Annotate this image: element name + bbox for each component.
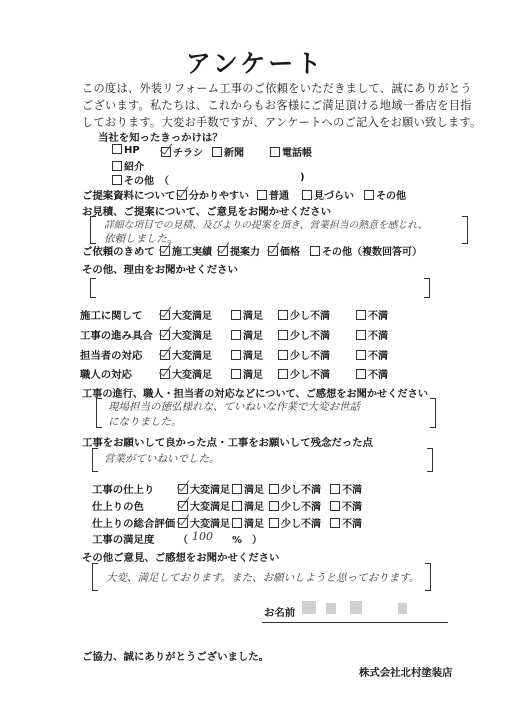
answer-bracket-left <box>96 398 102 428</box>
q1-opt-other[interactable]: その他 （ <box>112 172 169 187</box>
checkbox-icon <box>231 350 241 360</box>
row-overall-satisfied[interactable]: 満足 <box>232 515 264 530</box>
checked-checkbox-icon <box>178 518 188 528</box>
q6-label: 工事の進行、職人・担当者の対応などについて、ご感想をお聞かせください <box>82 389 428 400</box>
checkbox-icon <box>112 175 122 185</box>
row-staff-very-satisfied[interactable]: 大変満足 <box>160 347 212 362</box>
row-construction-slightly-dissatisfied[interactable]: 少し不満 <box>278 307 330 322</box>
row-craftsman-slightly-dissatisfied[interactable]: 少し不満 <box>278 366 330 381</box>
row-color-slightly-dissatisfied[interactable]: 少し不満 <box>269 498 321 513</box>
checked-checkbox-icon <box>178 501 188 511</box>
row-overall-very-satisfied[interactable]: 大変満足 <box>178 515 230 530</box>
row-progress-satisfied[interactable]: 満足 <box>231 327 263 342</box>
row-finish-dissatisfied[interactable]: 不満 <box>330 481 362 496</box>
checkbox-icon <box>232 518 242 528</box>
row-finish-very-satisfied[interactable]: 大変満足 <box>178 481 230 496</box>
answer-bracket-right <box>430 398 436 428</box>
checkbox-icon <box>212 147 222 157</box>
redacted-name-block <box>350 601 362 614</box>
checkbox-icon <box>112 161 122 171</box>
q2-opt-normal[interactable]: 普通 <box>257 187 289 202</box>
checkbox-icon <box>364 190 374 200</box>
q1-opt-phonebook[interactable]: 電話帳 <box>270 144 312 159</box>
row-construction-very-satisfied[interactable]: 大変満足 <box>160 307 212 322</box>
row-overall-label: 仕上りの総合評価 <box>92 518 176 530</box>
q4-opt-other[interactable]: その他（複数回答可） <box>310 243 422 258</box>
q3-label: お見積、ご提案について、ご意見をお聞かせください <box>82 206 331 218</box>
answer-bracket-left <box>90 278 96 298</box>
q1-opt-flyer[interactable]: チラシ <box>161 144 203 159</box>
q1-opt-referral[interactable]: 紹介 <box>112 158 144 173</box>
checkbox-icon <box>232 484 242 494</box>
checkbox-icon <box>356 310 366 320</box>
checked-checkbox-icon <box>178 484 188 494</box>
intro-line-2: ございます。私たちは、これからもお客様にご満足頂ける地域一番店を目指 <box>82 99 472 112</box>
checkbox-icon <box>278 369 288 379</box>
q4-opt-proposal[interactable]: 提案力 <box>218 243 260 258</box>
q5-label: その他、理由をお聞かせください <box>82 264 238 276</box>
checkbox-icon <box>278 350 288 360</box>
row-overall-dissatisfied[interactable]: 不満 <box>330 515 362 530</box>
closing-message: ご協力、誠にありがとうございました。 <box>82 651 270 663</box>
row-craftsman-label: 職人の対応 <box>80 369 132 381</box>
checkbox-icon <box>302 190 312 200</box>
company-name: 株式会社北村塗装店 <box>359 667 453 679</box>
checkbox-icon <box>269 484 279 494</box>
q1-opt-hp[interactable]: HP <box>112 144 140 156</box>
q6-answer-line-1: 現場担当の徳弘様れな、ていねいな作業で大変お世話 <box>108 401 360 413</box>
checkbox-icon <box>231 369 241 379</box>
checkbox-icon <box>269 518 279 528</box>
checked-checkbox-icon <box>160 330 170 340</box>
row-craftsman-dissatisfied[interactable]: 不満 <box>356 366 388 381</box>
row-color-very-satisfied[interactable]: 大変満足 <box>178 498 230 513</box>
row-finish-satisfied[interactable]: 満足 <box>232 481 264 496</box>
row-staff-label: 担当者の対応 <box>80 350 143 362</box>
checked-checkbox-icon <box>160 310 170 320</box>
name-underline <box>262 622 448 623</box>
intro-line-1: この度は、外装リフォーム工事のご依頼をいただきまして、誠にありがとう <box>82 82 472 95</box>
checkbox-icon <box>257 190 267 200</box>
q1-opt-newspaper[interactable]: 新聞 <box>212 144 244 159</box>
row-overall-slightly-dissatisfied[interactable]: 少し不満 <box>269 515 321 530</box>
checkbox-icon <box>356 350 366 360</box>
answer-bracket-right <box>427 448 433 472</box>
q4-label: ご依頼のきめて <box>82 246 155 258</box>
q8-paren-open: （ <box>178 535 188 546</box>
checkbox-icon <box>112 144 122 154</box>
checkbox-icon <box>278 330 288 340</box>
q2-opt-other[interactable]: その他 <box>364 187 406 202</box>
q9-label: その他ご意見、ご感想をお聞かせください <box>82 552 280 564</box>
q6-answer-line-2: になりました。 <box>108 416 182 428</box>
checkbox-icon <box>356 369 366 379</box>
q3-answer-line-1: 詳細な項目での見積、及びよりの提案を頂き、営業担当の熱意を感じれ、 <box>104 220 428 231</box>
checkbox-icon <box>269 501 279 511</box>
q2-opt-clear[interactable]: 分かりやすい <box>177 187 249 202</box>
q1-other-close: ) <box>300 172 305 183</box>
row-staff-slightly-dissatisfied[interactable]: 少し不満 <box>278 347 330 362</box>
checked-checkbox-icon <box>161 147 171 157</box>
q1-label: 当社を知ったきっかけは？ <box>98 132 223 144</box>
checkbox-icon <box>232 501 242 511</box>
row-progress-very-satisfied[interactable]: 大変満足 <box>160 327 212 342</box>
checkbox-icon <box>278 310 288 320</box>
redacted-name-block <box>326 603 336 614</box>
q7-answer: 営業がていねいでした。 <box>104 453 220 465</box>
row-finish-label: 工事の仕上り <box>92 484 155 496</box>
checked-checkbox-icon <box>218 246 228 256</box>
answer-bracket-left <box>92 563 98 591</box>
checkbox-icon <box>270 147 280 157</box>
q7-label: 工事をお願いして良かった点・工事をお願いして残念だった点 <box>82 437 373 449</box>
answer-bracket-left <box>90 216 96 244</box>
answer-bracket-right <box>462 216 468 244</box>
row-construction-dissatisfied[interactable]: 不満 <box>356 307 388 322</box>
row-color-satisfied[interactable]: 満足 <box>232 498 264 513</box>
q4-opt-price[interactable]: 価格 <box>268 243 300 258</box>
checked-checkbox-icon <box>160 246 170 256</box>
intro-line-3: しております。大変お手数ですが、アンケートへのご記入をお願い致します。 <box>82 116 482 129</box>
row-craftsman-satisfied[interactable]: 満足 <box>231 366 263 381</box>
q2-label: ご提案資料について <box>82 190 176 202</box>
redacted-name-block <box>398 603 407 614</box>
row-color-dissatisfied[interactable]: 不満 <box>330 498 362 513</box>
row-staff-dissatisfied[interactable]: 不満 <box>356 347 388 362</box>
checkbox-icon <box>356 330 366 340</box>
row-construction-label: 施工に関して <box>80 310 143 322</box>
redacted-name-block <box>302 601 316 614</box>
q9-answer: 大変、満足しております。また、お願いしようと思っております。 <box>106 572 420 584</box>
row-construction-satisfied[interactable]: 満足 <box>231 307 263 322</box>
page-title: アンケート <box>185 49 325 78</box>
q8-value[interactable]: 100 <box>192 530 213 543</box>
row-progress-slightly-dissatisfied[interactable]: 少し不満 <box>278 327 330 342</box>
answer-bracket-left <box>92 448 98 472</box>
name-label: お名前 <box>264 607 296 619</box>
row-color-label: 仕上りの色 <box>92 501 144 513</box>
q8-label: 工事の満足度 <box>92 534 155 546</box>
row-finish-slightly-dissatisfied[interactable]: 少し不満 <box>269 481 321 496</box>
row-craftsman-very-satisfied[interactable]: 大変満足 <box>160 366 212 381</box>
checked-checkbox-icon <box>268 246 278 256</box>
q3-answer-line-2: 依頼しました。 <box>104 233 178 245</box>
q4-opt-track-record[interactable]: 施工実績 <box>160 243 212 258</box>
checkbox-icon <box>231 330 241 340</box>
checkbox-icon <box>330 518 340 528</box>
row-progress-label: 工事の進み具合 <box>80 330 153 342</box>
checked-checkbox-icon <box>160 350 170 360</box>
answer-bracket-right <box>424 278 430 298</box>
q2-opt-hard[interactable]: 見づらい <box>302 187 354 202</box>
checked-checkbox-icon <box>177 190 187 200</box>
answer-bracket-right <box>425 563 431 591</box>
checked-checkbox-icon <box>160 369 170 379</box>
checkbox-icon <box>310 246 320 256</box>
checkbox-icon <box>330 501 340 511</box>
row-staff-satisfied[interactable]: 満足 <box>231 347 263 362</box>
checkbox-icon <box>330 484 340 494</box>
q8-unit: % ） <box>232 535 263 546</box>
row-progress-dissatisfied[interactable]: 不満 <box>356 327 388 342</box>
checkbox-icon <box>231 310 241 320</box>
